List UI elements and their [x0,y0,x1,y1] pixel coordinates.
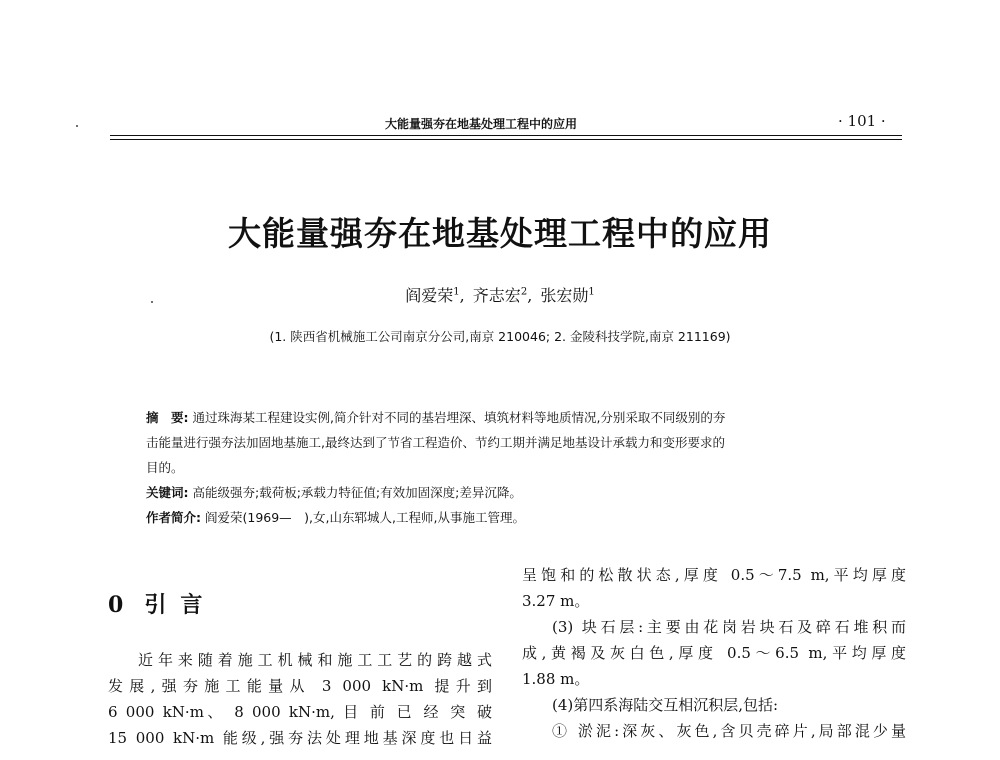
body-line: 1.88 m。 [522,670,590,688]
author-bio [146,505,876,530]
affiliations: (1. 陕西省机械施工公司南京分公司,南京 210046; 2. 金陵科技学院,南京 211169) [269,329,731,344]
scan-speck [76,125,78,127]
body-left-column [108,647,492,751]
body-line: 3.27 m。 [522,592,590,610]
body-line: 发展,强夯施工能量从 3 000 kN·m 提升到 [108,677,492,695]
body-line: 6 000 kN·m、 8 000 kN·m, 目 前 已 经 突 破 [108,703,492,721]
body-line: 成,黄褐及灰白色,厚度 0.5～6.5 m,平均厚度 [522,644,906,662]
section-number: 0 [108,592,125,618]
header-rule-thin [110,139,902,140]
body-line: 近年来随着施工机械和施工工艺的跨越式 [138,651,492,669]
abstract-line: 通过珠海某工程建设实例,简介针对不同的基岩埋深、填筑材料等地质情况,分别采取不同级别的夯 [192,410,726,425]
keywords-label: 关键词: [146,485,189,500]
keywords [146,480,876,505]
abstract-line: 击能量进行强夯法加固地基施工,最终达到了节省工程造价、节约工期并满足地基设计承载力和变形要求的 [146,435,725,450]
author-name: 阎爱荣 [405,286,454,305]
header-rule-thick [110,135,902,136]
abstract [146,405,876,480]
bio-label: 作者简介: [146,510,201,525]
body-line: (3) 块石层:主要由花岗岩块石及碎石堆积而 [552,618,906,636]
body-line: ① 淤泥:深灰、灰色,含贝壳碎片,局部混少量 [552,722,906,740]
abstract-label: 摘 要: [146,410,189,425]
author-affil-mark: 2 [520,286,528,298]
section-title: 引言 [144,592,217,618]
author-name: 张宏勋 [540,286,589,305]
body-line: (4)第四系海陆交互相沉积层,包括: [552,696,779,714]
author-list: 阎爱荣$^1$, 齐志宏$^2$, 张宏勋$^1$ [405,286,595,305]
body-line: 15 000 kN·m 能级,强夯法处理地基深度也日益 [108,729,492,747]
author-name: 齐志宏 [472,286,521,305]
section-heading [108,588,216,619]
author-affil-mark: 1 [588,286,595,298]
bio-text: 阎爱荣(1969— ),女,山东郓城人,工程师,从事施工管理。 [204,510,525,525]
running-header-title: 大能量强夯在地基处理工程中的应用 [385,117,578,131]
article-title: 大能量强夯在地基处理工程中的应用 [228,214,772,253]
body-right-column [522,562,906,744]
body-line: 呈饱和的松散状态,厚度 0.5～7.5 m,平均厚度 [522,566,906,584]
keywords-text: 高能级强夯;载荷板;承载力特征值;有效加固深度;差异沉降。 [192,485,522,500]
abstract-line: 目的。 [146,460,184,475]
author-affil-mark: 1 [453,286,460,298]
page-number: · 101 · [838,112,886,130]
